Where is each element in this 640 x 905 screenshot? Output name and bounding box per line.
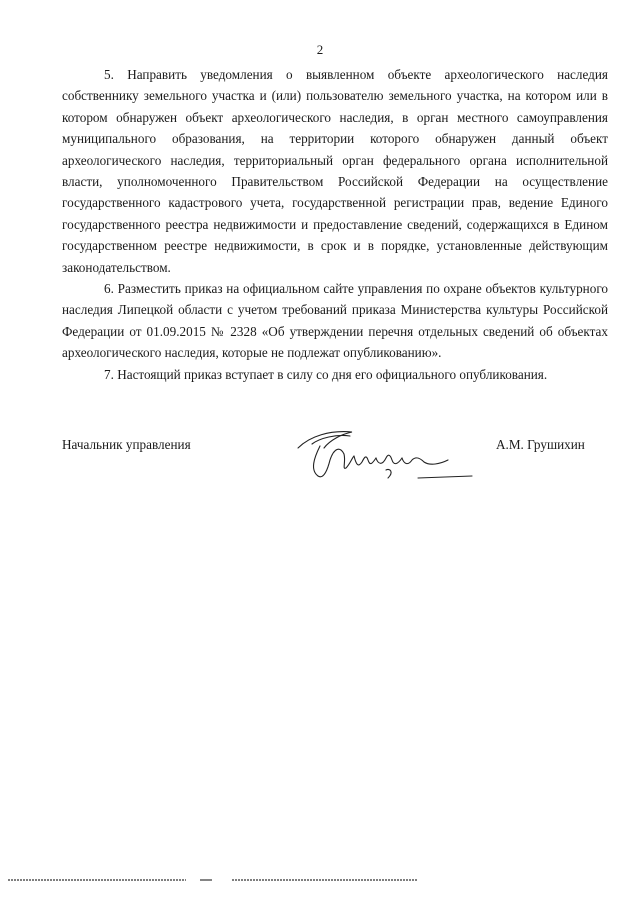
paragraph-6: 6. Разместить приказ на официальном сайте управления по охране объектов культурного наследия Липецкой области с учетом требований приказа Министерства культуры Российской Федерации от 01.09.2015 № 2328 «Об утверждении перечня отдельных сведений об объектах археологического наследия, которые не подлежат опубликованию».	[62, 281, 608, 361]
paragraph-7: 7. Настоящий приказ вступает в силу со дня его официального опубликования.	[104, 366, 548, 382]
page-number: 2	[316, 42, 324, 57]
handwritten-signature	[290, 418, 480, 498]
document-body	[62, 64, 608, 385]
footer-rule	[0, 870, 640, 890]
signatory-position: Начальник управления	[62, 437, 191, 452]
paragraph-5: 5. Направить уведомления о выявленном объекте археологического наследия собственнику земельного участка и (или) пользователю земельного участка, на котором или в котором обнаружен объект археологического наследия, в орган местного самоуправления муниципального образования, на территории которого обнаружен данный объект археологического наследия, территориальный орган федерального органа исполнительной власти, уполномоченного Правительством Российской Федерации на осуществление государственного кадастрового учета, государственной регистрации прав, ведение Единого государственного реестра недвижимости и предоставление сведений, содержащихся в Едином государственном реестре недвижимости, в срок и в порядке, установленные действующим законодательством.	[62, 67, 608, 275]
signatory-name: А.М. Грушихин	[496, 437, 585, 452]
